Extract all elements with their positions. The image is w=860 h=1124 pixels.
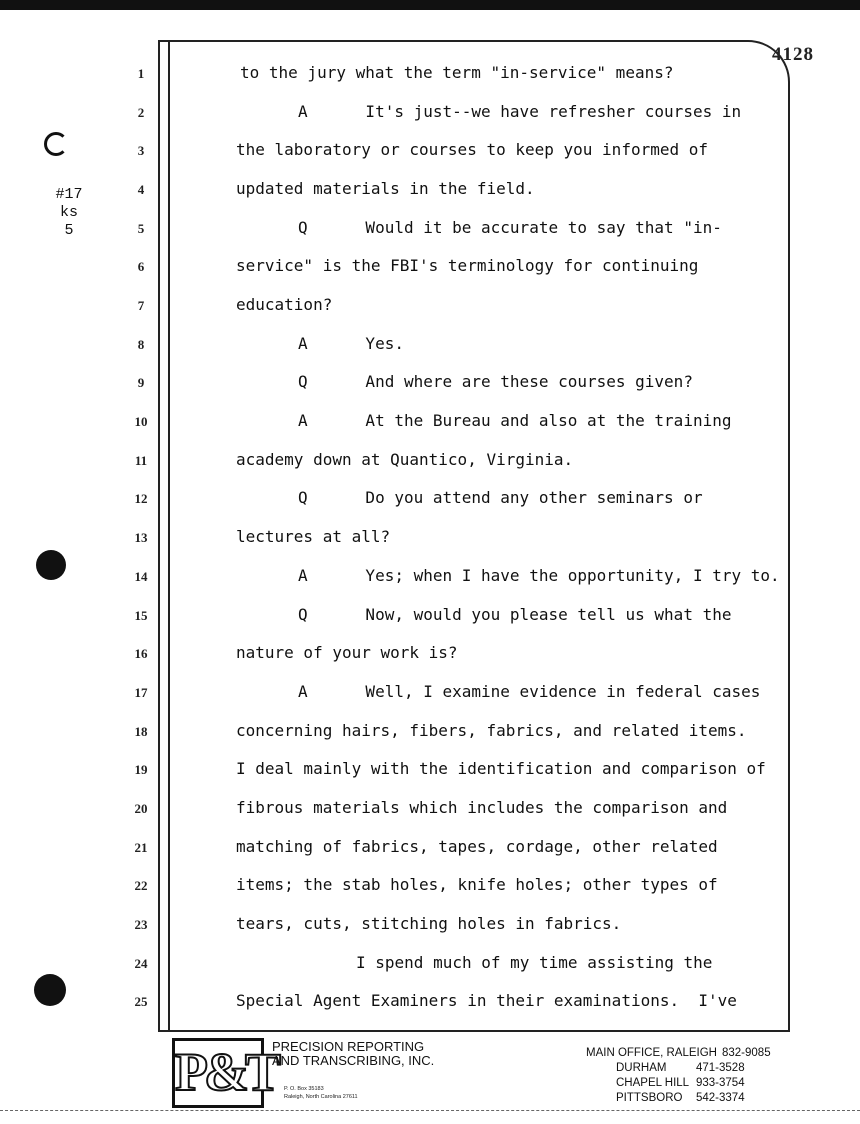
office-phone: 933-3754	[696, 1077, 745, 1089]
office-phone: 542-3374	[696, 1092, 745, 1104]
line-number: 21	[134, 839, 148, 855]
line-number: 16	[134, 646, 148, 662]
margin-note	[52, 186, 86, 240]
line-number: 2	[137, 104, 145, 120]
line-number: 1	[137, 66, 145, 81]
line-number: 17	[134, 684, 148, 700]
transcript-line: A Yes.	[298, 333, 404, 353]
line-number: 24	[134, 955, 148, 971]
office-city: CHAPEL HILL	[616, 1077, 690, 1089]
office-city: MAIN OFFICE, RALEIGH	[586, 1047, 717, 1059]
transcript-line: tears, cuts, stitching holes in fabrics.	[236, 913, 622, 933]
office-phone: 471-3528	[696, 1062, 745, 1074]
transcript-line: matching of fabrics, tapes, cordage, other related	[236, 836, 718, 856]
office-city: DURHAM	[616, 1062, 667, 1074]
transcript-line: Q Now, would you please tell us what the	[298, 604, 732, 624]
line-number: 9	[137, 375, 145, 391]
office-city: PITTSBORO	[616, 1092, 683, 1104]
margin-rule	[168, 42, 170, 1032]
line-number: 19	[134, 762, 148, 778]
transcript-line: lectures at all?	[236, 527, 391, 547]
line-number: 5	[137, 220, 145, 236]
line-number: 11	[134, 452, 148, 468]
line-number: 20	[134, 800, 148, 816]
punch-hole-top	[44, 132, 68, 156]
line-number: 10	[134, 414, 148, 430]
transcript-line: I deal mainly with the identification and comparison of	[236, 759, 766, 779]
punch-hole-bottom	[34, 974, 66, 1006]
punch-hole-middle	[36, 550, 66, 580]
margin-note-number: 5	[64, 222, 74, 239]
margin-note-exhibit: #17	[55, 186, 83, 203]
transcript-line: service" is the FBI's terminology for continuing	[236, 256, 699, 276]
firm-name-line-1: PRECISION REPORTING	[272, 1039, 425, 1054]
line-number: 7	[137, 298, 145, 314]
transcript-line: fibrous materials which includes the comparison and	[236, 797, 728, 817]
transcript-line: A It's just--we have refresher courses in	[298, 101, 742, 121]
bottom-rule	[0, 1110, 860, 1111]
line-number: 8	[137, 336, 145, 352]
firm-name-line-2: AND TRANSCRIBING, INC.	[272, 1053, 435, 1068]
transcript-line: Q And where are these courses given?	[298, 372, 693, 392]
transcript-line: Q Would it be accurate to say that "in-	[298, 217, 722, 237]
transcript-line: A Well, I examine evidence in federal cases	[298, 681, 761, 701]
line-number: 23	[134, 916, 148, 932]
margin-note-initials: ks	[59, 204, 78, 221]
line-number: 25	[134, 994, 148, 1010]
line-number: 13	[134, 530, 148, 546]
transcript-line: concerning hairs, fibers, fabrics, and related items.	[236, 720, 747, 740]
line-number: 12	[134, 491, 148, 507]
reporter-logo: P&T	[172, 1038, 264, 1108]
firm-address-line-2: Raleigh, North Carolina 27611	[284, 1094, 358, 1100]
transcript-line: nature of your work is?	[236, 643, 458, 663]
line-number: 3	[137, 143, 145, 159]
transcript-line: updated materials in the field.	[236, 179, 535, 199]
transcript-line: I spend much of my time assisting the	[356, 952, 713, 972]
line-number: 14	[134, 568, 148, 584]
page-stamp-number: 4128	[772, 44, 814, 65]
office-phone: 832-9085	[722, 1047, 771, 1059]
transcript-line: A Yes; when I have the opportunity, I try to.	[298, 565, 780, 585]
transcript-line: the laboratory or courses to keep you informed of	[236, 140, 709, 160]
transcript-line: to the jury what the term "in-service" means?	[240, 63, 674, 82]
reporter-footer	[168, 1036, 808, 1116]
transcript-line: academy down at Quantico, Virginia.	[236, 449, 574, 469]
transcript-line: A At the Bureau and also at the training	[298, 411, 732, 431]
transcript-line: education?	[236, 295, 333, 315]
line-number: 18	[134, 723, 148, 739]
top-rule	[0, 0, 860, 10]
firm-name	[272, 1040, 472, 1068]
firm-address-line-1: P. O. Box 35183	[284, 1086, 324, 1092]
line-number: 15	[134, 607, 148, 623]
line-number: 4	[137, 182, 145, 198]
transcript-line: Q Do you attend any other seminars or	[298, 488, 703, 508]
line-number: 6	[137, 259, 145, 275]
transcript-line: items; the stab holes, knife holes; other types of	[236, 875, 718, 895]
line-number: 22	[134, 878, 148, 894]
transcript-line: Special Agent Examiners in their examinations. I've	[236, 991, 737, 1011]
